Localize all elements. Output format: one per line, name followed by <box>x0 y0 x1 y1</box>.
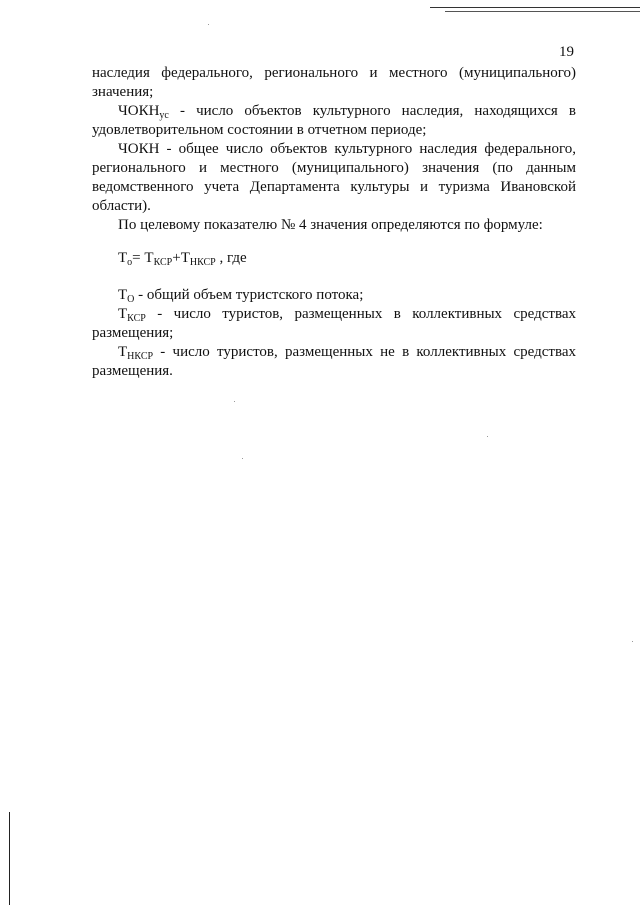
term-chokn: ЧОКН <box>118 103 160 119</box>
formula <box>92 249 576 268</box>
scan-edge-mark <box>9 812 10 905</box>
scan-speck <box>208 24 209 25</box>
term-t: Т <box>118 306 128 322</box>
term-subscript-us: ус <box>159 110 169 121</box>
definition-tnksr <box>92 343 576 381</box>
header-rule-secondary <box>445 11 640 12</box>
formula-symbol-t-ksr: Т <box>144 250 154 266</box>
scan-speck <box>487 436 488 437</box>
formula-subscript-ksr: КСР <box>153 257 173 268</box>
definition-text: - общий объем туристского потока; <box>134 287 364 303</box>
page-number: 19 <box>559 44 574 60</box>
paragraph-continuation: наследия федерального, регионального и местного (муниципального) значения; <box>92 65 576 100</box>
term-subscript-ksr: КСР <box>127 313 146 324</box>
formula-subscript-nksr: НКСР <box>189 257 216 268</box>
document-body <box>92 64 576 381</box>
formula-tail: , где <box>215 250 247 266</box>
scan-speck <box>632 641 633 642</box>
scan-speck <box>242 458 243 459</box>
target-indicator-4-intro: По целевому показателю № 4 значения определяются по формуле: <box>118 217 543 233</box>
formula-plus: + <box>172 250 181 266</box>
definition-text: - число объектов культурного наследия, находящихся в удовлетворительном состоянии в отчетном периоде; <box>92 103 576 138</box>
definition-to <box>92 286 576 305</box>
definition-chokn-us <box>92 102 576 140</box>
formula-subscript-o: о <box>127 257 133 268</box>
scan-speck <box>234 401 235 402</box>
formula-symbol-t-nksr: Т <box>180 250 190 266</box>
definition-text: - число туристов, размещенных в коллективных средствах размещения; <box>92 306 576 341</box>
definition-tksr <box>92 305 576 343</box>
formula-symbol-t: Т <box>118 250 128 266</box>
term-t: Т <box>118 287 128 303</box>
term-subscript-nksr: НКСР <box>127 351 154 362</box>
term-t: Т <box>118 344 128 360</box>
definition-chokn: ЧОКН - общее число объектов культурного наследия федерального, регионального и местного (муниципального) значения (по данным ведомственного учета Департамента культуры и туризма Ивановской области). <box>92 141 576 214</box>
formula-equals: = <box>132 250 145 266</box>
header-rule <box>430 7 640 8</box>
definition-text: - число туристов, размещенных не в коллективных средствах размещения. <box>92 344 576 379</box>
term-subscript-o: О <box>127 294 135 305</box>
